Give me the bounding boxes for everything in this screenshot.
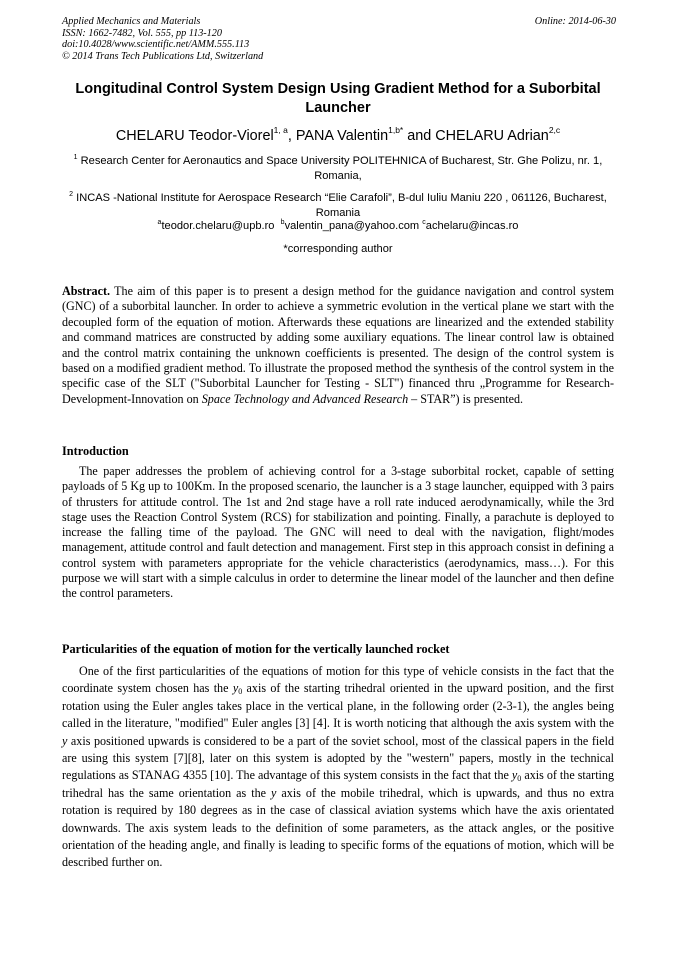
- paragraph-text: axis of the mobile trihedral, which is upwards, and thus no extra rotation is required by 180 degrees as in the case of classical aviation systems which have the axis orientated downwards. The axis system leads to the definition of some parameters, as the attack angles, or the positive orientation of the heading angle, and finally is leading to specific forms of the equations of motion, which will be described further on.: [62, 785, 614, 870]
- author-name: and CHELARU Adrian: [403, 128, 549, 144]
- journal-name: Applied Mechanics and Materials: [62, 16, 201, 27]
- author-affiliation-mark: 1,b*: [388, 125, 404, 135]
- paragraph-text: axis of the starting trihedral has the same orientation as the: [62, 768, 615, 800]
- affiliation-text: INCAS -National Institute for Aerospace Research “Elie Carafoli”, B-dul Iuliu Maniu 220 , 061126, Bucharest, Romania: [73, 192, 607, 219]
- math-symbol: $y_0$: [232, 681, 243, 697]
- copyright: © 2014 Trans Tech Publications Ltd, Switzerland: [62, 50, 264, 62]
- email-mark: a: [157, 219, 162, 226]
- abstract-italic-text: Space Technology and Advanced Research: [201, 391, 409, 406]
- paragraph-text: One of the first particularities of the equations of motion for this type of vehicle consists in the fact that the coordinate system chosen has the: [62, 664, 614, 696]
- author-name: CHELARU Teodor-Viorel: [115, 128, 274, 144]
- math-symbol: y: [271, 785, 277, 800]
- affiliation-1: [62, 154, 614, 184]
- email-link[interactable]: teodor.chelaru@upb.ro: [161, 220, 275, 232]
- paragraph-text: axis of the starting trihedral oriented in the upward position, and the first rotation using the Euler angles takes place in the vertical plane, in the following order (2-3-1), the angles being called in the literature, "modified" Euler angles [3] [4]. It is worth noticing that although the axis system with the: [62, 681, 614, 731]
- introduction-paragraph: The paper addresses the problem of achieving control for a 3-stage suborbital rocket, capable of setting payloads of 5 Kg up to 100Km. In the proposed scenario, the launcher is a 3 stage launcher, equipped with 3 pairs of thrusters for attitude control. The 1st and 2nd stage have a roll rate induced aerodynamically, while the 3rd stage uses the Reaction Control System (RCS) for stabilization and pointing. Finally, a parachute is deployed to increase the falling time of the payload. The GNC will need to deal with the navigation, flight/modes management, attitude control and fault detection and management. First step in this approach consist in defining a control system with parameters appropriate for the vehicle characteristics (aerodynamics, mass…). For this purpose we will start with a simple calculus in order to determine the linear model of the launcher and then define the control parameters.: [62, 464, 614, 601]
- email-mark: b: [280, 219, 285, 226]
- author-affiliation-mark: 2,c: [548, 125, 561, 135]
- affiliation-text: Research Center for Aeronautics and Space University POLITEHNICA of Bucharest, Str. Ghe Polizu, nr. 1, Romania,: [77, 155, 603, 182]
- email-mark: c: [422, 219, 426, 226]
- abstract-text: The aim of this paper is to present a design method for the guidance navigation and control system (GNC) of a suborbital launcher. In order to achieve a symmetric evolution in the vertical plane we start with the decoupled form of the equation of motion. Afterwards these equations are linearized and the extended stability and command matrices are constructed by adding some auxiliary equations. The linear control law is obtained and the control matrix containing the unknown coefficients is presented. The design of the control system is based on a modified gradient method. To illustrate the proposed method the synthesis of the control system in the specific case of the SLT ("Suborbital Launcher for Testing - SLT") financed thru „Programme for Research-Development-Innovation on: [62, 284, 614, 406]
- issn-volume: ISSN: 1662-7482, Vol. 555, pp 113-120: [62, 27, 222, 39]
- section-heading-introduction: Introduction: [62, 444, 129, 458]
- author-affiliation-mark: 1, a: [273, 125, 288, 135]
- author-list: [62, 126, 614, 146]
- paragraph-text: axis positioned upwards is considered to be a part of the soviet school, most of the classical papers in the field are using this system [7][8], later on this system is adopted by the "western" papers, mostly in the technical regulations as STANAG 4355 [10]. The advantage of this system consists in the fact that the: [62, 733, 614, 783]
- email-link[interactable]: achelaru@incas.ro: [425, 220, 519, 232]
- section-heading-particularities: Particularities of the equation of motion for the vertically launched rocket: [62, 642, 450, 656]
- abstract-label: Abstract.: [62, 284, 111, 298]
- math-symbol: $y_0$: [511, 768, 522, 784]
- affiliation-mark: 2: [69, 191, 74, 198]
- corresponding-author-note: *corresponding author: [283, 243, 393, 255]
- math-symbol: y: [62, 733, 68, 748]
- journal-header: [62, 16, 263, 62]
- affiliation-mark: 1: [73, 154, 78, 161]
- affiliation-2: [62, 191, 614, 221]
- particularities-paragraph: [62, 663, 614, 872]
- author-emails: [62, 219, 614, 234]
- author-name: , PANA Valentin: [287, 128, 389, 144]
- email-link[interactable]: valentin_pana@yahoo.com: [284, 220, 420, 232]
- abstract-text: – STAR”) is presented.: [408, 391, 524, 406]
- paper-title: Longitudinal Control System Design Using Gradient Method for a Suborbital Launcher: [75, 81, 601, 116]
- doi: doi:10.4028/www.scientific.net/AMM.555.113: [62, 39, 250, 51]
- online-date: Online: 2014-06-30: [534, 16, 616, 27]
- abstract: [62, 284, 614, 407]
